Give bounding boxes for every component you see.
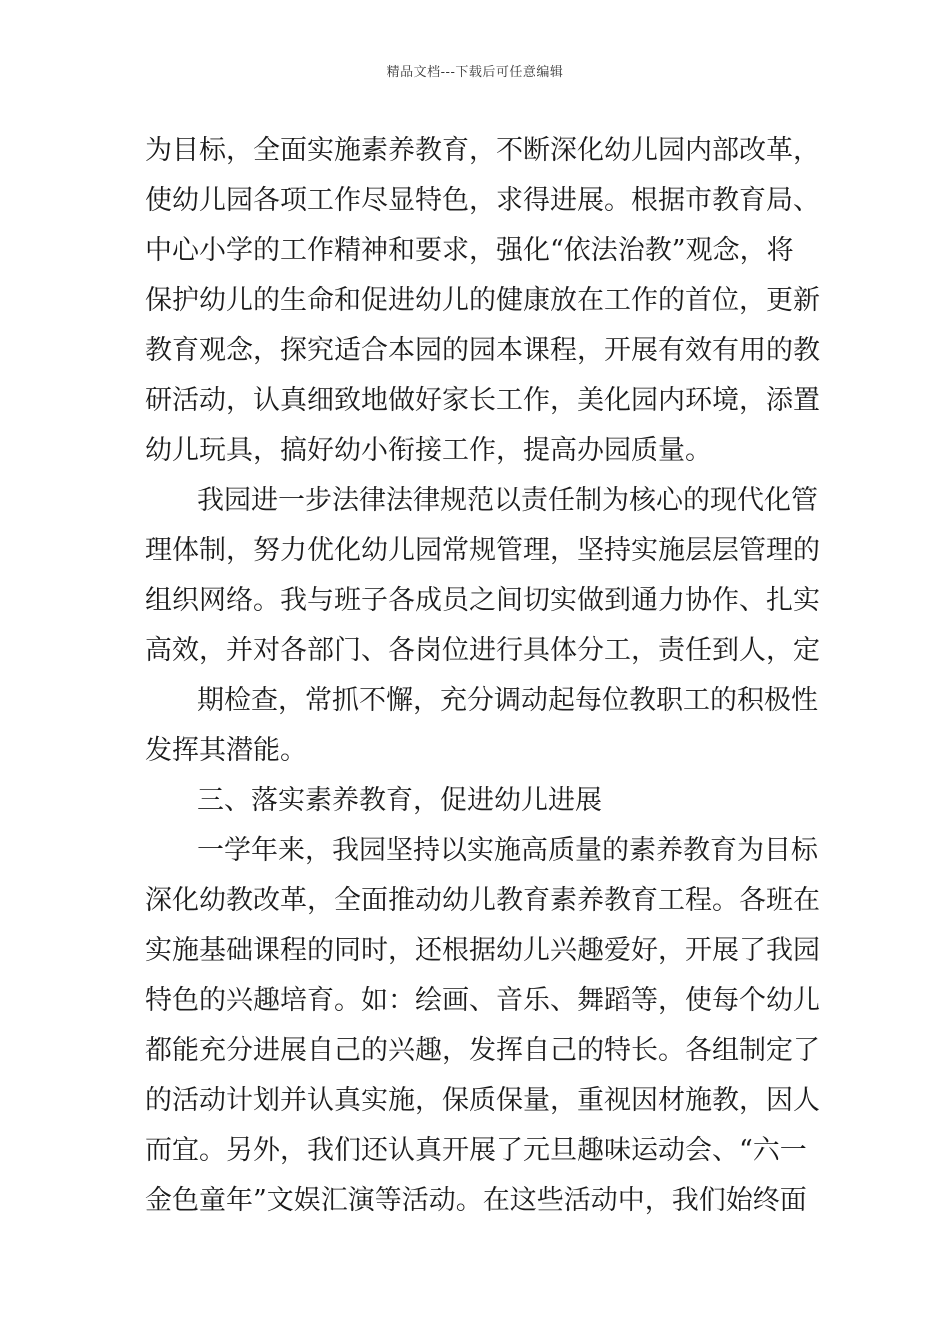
page-header: 精品文档---下载后可任意编辑 [386, 65, 564, 80]
paragraph-start-line: 一学年来，我园坚持以实施高质量的素养教育为目标 [197, 835, 818, 866]
text-line: 研活动，认真细致地做好家长工作，美化园内环境，添置 [145, 385, 820, 416]
paragraph-start-line: 期检查，常抓不懈，充分调动起每位教职工的积极性 [197, 685, 818, 716]
text-line: 保护幼儿的生命和促进幼儿的健康放在工作的首位，更新 [145, 285, 820, 316]
text-line: 金色童年”文娱汇演等活动。在这些活动中，我们始终面 [145, 1185, 807, 1216]
text-line: 的活动计划并认真实施，保质保量，重视因材施教，因人 [145, 1085, 820, 1116]
document-body [145, 126, 820, 1226]
text-line: 发挥其潜能。 [145, 735, 307, 766]
text-line: 理体制，努力优化幼儿园常规管理，坚持实施层层管理的 [145, 535, 820, 566]
text-line: 幼儿玩具，搞好幼小衔接工作，提高办园质量。 [145, 435, 712, 466]
paragraph-start-line: 我园进一步法律法律规范以责任制为核心的现代化管 [197, 485, 818, 516]
text-line: 为目标，全面实施素养教育，不断深化幼儿园内部改革， [145, 135, 820, 166]
text-line: 而宜。另外，我们还认真开展了元旦趣味运动会、“六一 [145, 1135, 807, 1166]
text-line: 中心小学的工作精神和要求，强化“依法治教”观念，将 [145, 235, 794, 266]
text-line: 深化幼教改革，全面推动幼儿教育素养教育工程。各班在 [145, 885, 820, 916]
text-line: 使幼儿园各项工作尽显特色，求得进展。根据市教育局、 [145, 185, 820, 216]
text-line: 实施基础课程的同时，还根据幼儿兴趣爱好，开展了我园 [145, 935, 820, 966]
section-heading: 三、落实素养教育，促进幼儿进展 [197, 785, 602, 816]
text-line: 都能充分进展自己的兴趣，发挥自己的特长。各组制定了 [145, 1035, 820, 1066]
text-line: 组织网络。我与班子各成员之间切实做到通力协作、扎实 [145, 585, 820, 616]
text-line: 特色的兴趣培育。如：绘画、音乐、舞蹈等，使每个幼儿 [145, 985, 820, 1016]
text-line: 高效，并对各部门、各岗位进行具体分工，责任到人，定 [145, 635, 820, 666]
text-line: 教育观念，探究适合本园的园本课程，开展有效有用的教 [145, 335, 820, 366]
